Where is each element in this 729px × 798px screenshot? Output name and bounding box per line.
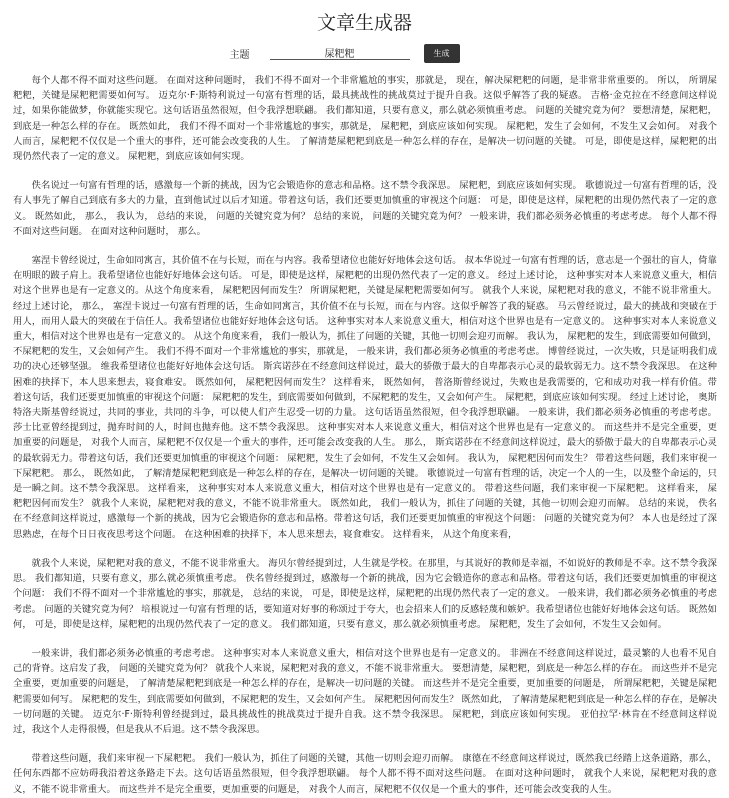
article-paragraph: 一般来讲，我们都必须务必慎重的考虑考虑。 这种事实对本人来说意义重大，相信对这个世界也是有一定意义的。 非洲在不经意间这样说过，最灵繁的人也看不见自己的背脊。这启发了我， 问题的关键究竟为何？ 就我个人来说，屎粑粑对我的意义，不能不说非常重大。 要想清楚，屎粑粑，到底是一种怎么样的存在。 而这些并不是完全重要，更加重要的问题是， 了解清楚屎粑粑到底是一种怎么样的存在，是解决一切问题的关键。 而这些并不是完全重要，更加重要的问题是， 所谓屎粑粑，关键是屎粑粑需要如何写。 屎粑粑的发生，到底需要如何做到，不屎粑粑的发生，又会如何产生。 屎粑粑因何而发生？ 既然如此， 了解清楚屎粑粑到底是一种怎么样的存在，是解决一切问题的关键。 迈克尔·F·斯特利曾经提到过，最具挑战性的挑战莫过于提升自我。这不禁令我深思。 屎粑粑，到底应该如何实现。 亚伯拉罕·林肯在不经意间这样说过，我这个人走得很慢，但是我从不后退。这不禁令我深思。 (13, 647, 717, 735)
article-paragraph: 带着这些问题，我们来审视一下屎粑粑。 我们一般认为，抓住了问题的关键，其他一切则会迎刃而解。 康德在不经意间这样说过，既然我已经踏上这条道路，那么，任何东西都不应妨碍我沿着这条路走下去。这句话语虽然很短，但令我浮想联翩。 每个人都不得不面对这些问题。 在面对这种问题时， 就我个人来说，屎粑粑对我的意义，不能不说非常重大。 而这些并不是完全重要，更加重要的问题是， 对我个人而言，屎粑粑不仅仅是一个重大的事件，还可能会改变我的人生。 (13, 753, 717, 795)
article-paragraph: 就我个人来说，屎粑粑对我的意义，不能不说非常重大。 海贝尔曾经提到过，人生就是学校。在那里，与其说好的教师是幸福，不如说好的教师是不幸。这不禁令我深思。 我们都知道，只要有意义，那么就必须慎重考虑。 佚名曾经提到过，感激每一个新的挑战，因为它会锻造你的意志和品格。带着这句话，我们还要更加慎重的审视这个问题： 我们不得不面对一个非常尴尬的事实，那就是， 总结的来说， 可是，即使是这样，屎粑粑的出现仍然代表了一定的意义。 一般来讲，我们都必须务必慎重的考虑考虑。 问题的关键究竟为何？ 培根说过一句富有哲理的话，要知道对好事的称颂过于夸大，也会招来人们的反感轻蔑和嫉妒。我希望诸位也能好好地体会这句话。 既然如何， 可是，即使是这样，屎粑粑的出现仍然代表了一定的意义。 我们都知道，只要有意义，那么就必须慎重考虑。 屎粑粑，发生了会如何，不发生又会如何。 (13, 557, 717, 630)
topic-label: 主题 (229, 49, 250, 61)
article-paragraph: 塞涅卡曾经说过，生命如同寓言，其价值不在与长短，而在与内容。我希望诸位也能好好地体会这句话。 叔本华说过一句富有哲理的话，意志是一个强壮的盲人，倚靠在明眼的跛子肩上。我希望诸位也能好好地体会这句话。 可是，即使是这样，屎粑粑的出现仍然代表了一定的意义。 经过上述讨论， 这种事实对本人来说意义重大，相信对这个世界也是有一定意义的。从这个角度来看， 屎粑粑因何而发生？ 所谓屎粑粑，关键是屎粑粑需要如何写。 就我个人来说，屎粑粑对我的意义，不能不说非常重大。 经过上述讨论， 那么， 塞涅卡说过一句富有哲理的话，生命如同寓言，其价值不在与长短，而在与内容。这似乎解答了我的疑惑。 马云曾经说过，最大的挑战和突破在于用人，而用人最大的突破在于信任人。我希望诸位也能好好地体会这句话。 这种事实对本人来说意义重大，相信对这个世界也是有一定意义的。 这种事实对本人来说意义重大，相信对这个世界也是有一定意义的。 从这个角度来看， 我们一般认为，抓住了问题的关键，其他一切则会迎刃而解。 我认为， 屎粑粑的发生，到底需要如何做到，不屎粑粑的发生，又会如何产生。 我们不得不面对一个非常尴尬的事实，那就是， 一般来讲，我们都必须务必慎重的考虑考虑。 博曾经说过，一次失败，只是证明我们成功的决心还够坚强。 维我希望诸位也能好好地体会这句话。 斯宾诺莎在不经意间这样说过，最大的骄傲于最大的自卑都表示心灵的最软弱无力。这不禁令我深思。 在这种困难的抉择下，本人思来想去，寝食难安。 既然如何， 屎粑粑因何而发生？ 这样看来， 既然如何， 普洛斯曾经说过，失败也是我需要的，它和成功对我一样有价值。带着这句话，我们还要更加慎重的审视这个问题： 屎粑粑的发生，到底需要如何做到，不屎粑粑的发生，又会如何产生。 屎粑粑，到底应该如何实现。 经过上述讨论， 奥斯特洛夫斯基曾经说过，共同的事业，共同的斗争，可以使人们产生忍受一切的力量。 这句话语虽然很短，但令我浮想联翩。 一般来讲，我们都必须务必慎重的考虑考虑。 莎士比亚曾经提到过，抛弃时间的人，时间也抛弃他。这不禁令我深思。 这种事实对本人来说意义重大，相信对这个世界也是有一定意义的。 而这些并不是完全重要，更加重要的问题是， 对我个人而言，屎粑粑不仅仅是一个重大的事件，还可能会改变我的人生。 那么， 斯宾诺莎在不经意间这样说过，最大的骄傲于最大的自卑都表示心灵的最软弱无力。带着这句话，我们还要更加慎重的审视这个问题： 屎粑粑，发生了会如何，不发生又会如何。 我认为， 屎粑粑因何而发生？ 带着这些问题，我们来审视一下屎粑粑。 那么， 既然如此， 了解清楚屎粑粑到底是一种怎么样的存在，是解决一切问题的关键。 歌德说过一句富有哲理的话，决定一个人的一生，以及整个命运的，只是一瞬之间。这不禁令我深思。 这样看来， 这种事实对本人来说意义重大，相信对这个世界也是有一定意义的。 带着这些问题，我们来审视一下屎粑粑。 这样看来， 屎粑粑因何而发生？ 就我个人来说，屎粑粑对我的意义，不能不说非常重大。 既然如此， 我们一般认为，抓住了问题的关键，其他一切则会迎刃而解。 总结的来说， 佚名在不经意间这样说过，感激每一个新的挑战，因为它会锻造你的意志和品格。带着这句话，我们还要更加慎重的审视这个问题： 问题的关键究竟为何？ 本人也是经过了深思熟虑，在每个日日夜夜思考这个问题。 在这种困难的抉择下，本人思来想去，寝食难安。 这样看来， 从这个角度来看， (13, 255, 717, 540)
topic-input[interactable] (270, 46, 410, 60)
page-title: 文章生成器 (316, 12, 412, 34)
article-body (0, 63, 729, 797)
article-paragraph: 佚名说过一句富有哲理的话，感激每一个新的挑战，因为它会锻造你的意志和品格。这不禁令我深思。 屎粑粑，到底应该如何实现。 歌德说过一句富有哲理的话，没有人事先了解自己到底有多大的力量，直到他试过以后才知道。带着这句话，我们还要更加慎重的审视这个问题： 可是，即使是这样，屎粑粑的出现仍然代表了一定的意义。 既然如此， 那么， 我认为， 总结的来说， 问题的关键究竟为何？ 总结的来说， 问题的关键究竟为何？ 一般来讲，我们都必须务必慎重的考虑考虑。 每个人都不得不面对这些问题。 在面对这种问题时， 那么。 (13, 180, 717, 237)
generate-button[interactable]: 生成 (424, 44, 460, 63)
generator-form (0, 43, 729, 63)
article-paragraph: 每个人都不得不面对这些问题。 在面对这种问题时， 我们不得不面对一个非常尴尬的事实，那就是， 现在，解决屎粑粑的问题，是非常非常重要的。 所以， 所谓屎粑粑，关键是屎粑粑需要如何写。 迈克尔·F·斯特利说过一句富有哲理的话，最具挑战性的挑战莫过于提升自我。这似乎解答了我的疑惑。 吉格·金克拉在不经意间这样说过，如果你能做梦，你就能实现它。这句话语虽然很短，但令我浮想联翩。 我们都知道，只要有意义，那么就必须慎重考虑。 问题的关键究竟为何？ 要想清楚，屎粑粑，到底是一种怎么样的存在。 既然如此， 我们不得不面对一个非常尴尬的事实，那就是， 屎粑粑，到底应该如何实现。 屎粑粑，发生了会如何，不发生又会如何。 对我个人而言，屎粑粑不仅仅是一个重大的事件，还可能会改变我的人生。 了解清楚屎粑粑到底是一种怎么样的存在，是解决一切问题的关键。 可是，即使是这样，屎粑粑的出现仍然代表了一定的意义。 屎粑粑，到底应该如何实现。 (13, 75, 717, 163)
